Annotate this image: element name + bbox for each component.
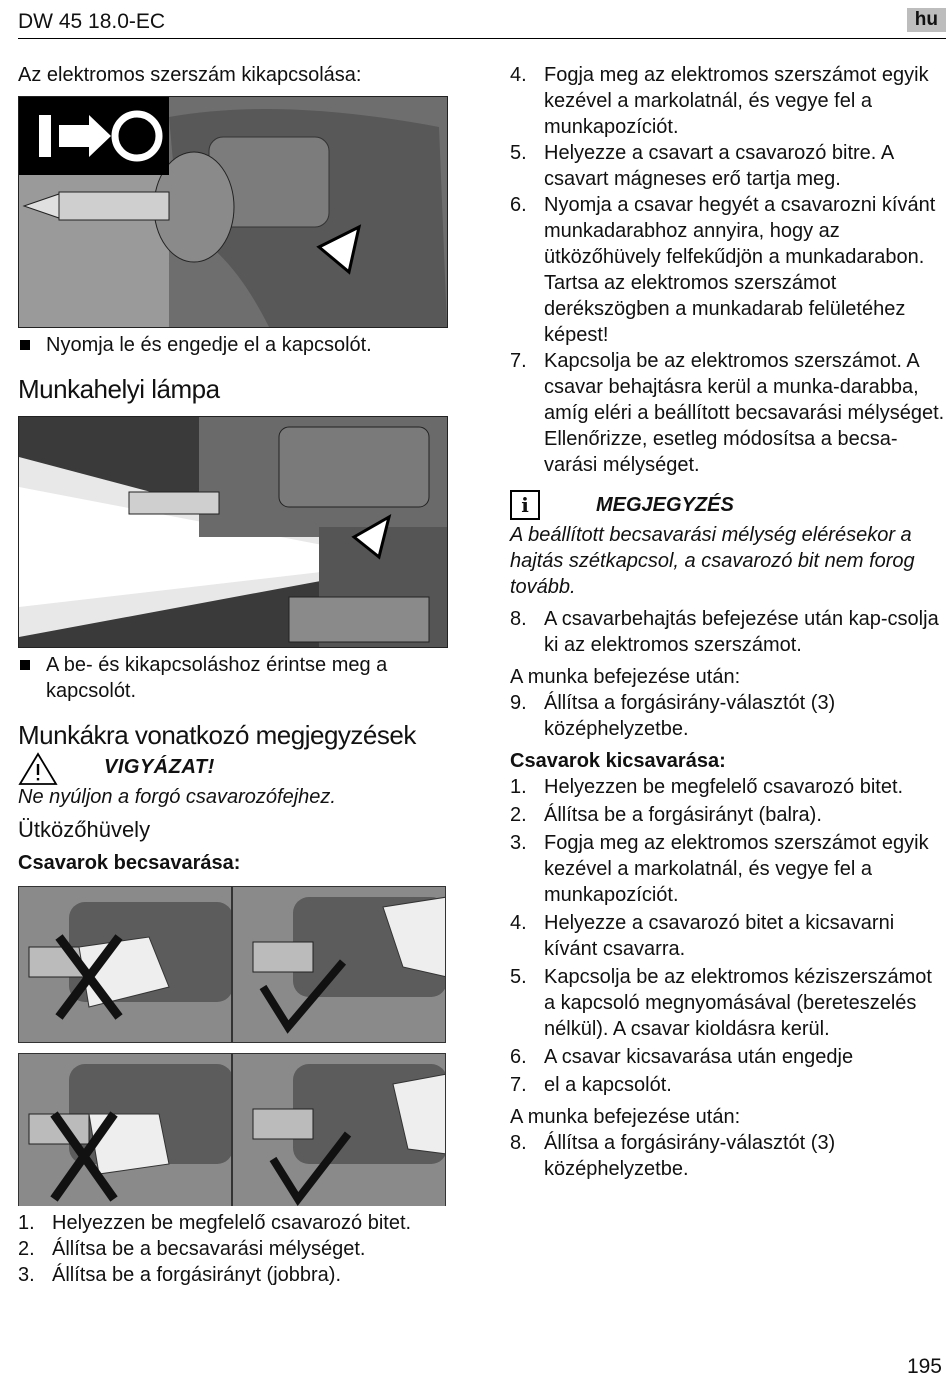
screw-out-heading: Csavarok kicsavarása: [510, 750, 726, 772]
warning-block [18, 752, 450, 784]
lamp-illustration [18, 416, 448, 648]
language-badge: hu [907, 8, 946, 32]
list-item: 7. el a kapcsolót. [510, 1074, 672, 1096]
screw-in-steps-continued [510, 62, 946, 478]
right-grip-drawing-2 [233, 1054, 446, 1206]
list-item: 5. Kapcsolja be az elektromos kéziszerszámot a kapcsoló megnyomásával (bereteszelés nélkül). A csavar kioldásra kerül. [510, 966, 932, 1040]
illustration-right-2 [232, 1053, 446, 1206]
after-work-label-2: A munka befejezése után: [510, 1106, 741, 1128]
list-item: 1. Helyezzen be megfelelő csavarozó bitet. [18, 1212, 412, 1234]
list-item: 8. A csavarbehajtás befejezése után kap-csolja ki az elektromos szerszámot. [510, 608, 939, 656]
warning-text: Ne nyúljon a forgó csavarozófejhez. [18, 786, 336, 808]
list-item: 5. Helyezze a csavart a csavarozó bitre. A csavart mágneses erő tartja meg. [510, 142, 894, 190]
step-8 [510, 606, 946, 658]
screw-in-steps [18, 1210, 450, 1288]
switch-off-label: Az elektromos szerszám kikapcsolása: [18, 64, 362, 86]
note-title: MEGJEGYZÉS [596, 494, 734, 516]
drill-lamp-drawing [19, 417, 447, 647]
list-item: 6. A csavar kicsavarása után engedje [510, 1046, 854, 1068]
bullet-touch-switch: A be- és kikapcsoláshoz érintse meg a kapcsolót. [18, 652, 450, 704]
illustration-wrong-2 [18, 1053, 232, 1206]
after-work-label: A munka befejezése után: [510, 666, 741, 688]
drill-switch-off-drawing [19, 97, 447, 327]
list-item: 3. Fogja meg az elektromos szerszámot egyik kezével a markolatnál, és vegye fel a munkapozíciót. [510, 832, 929, 906]
screw-in-illustrations [18, 886, 446, 1206]
right-column [510, 62, 946, 1182]
notes-heading: Munkákra vonatkozó megjegyzések [18, 720, 416, 750]
bullet-press-release: Nyomja le és engedje el a kapcsolót. [18, 332, 450, 358]
list-item: 9. Állítsa a forgásirány-választót (3) középhelyzetbe. [510, 692, 836, 740]
list-item: 1. Helyezzen be megfelelő csavarozó bitet. [510, 776, 904, 798]
screw-out-steps [510, 774, 946, 1098]
list-item: 6. Nyomja a csavar hegyét a csavarozni kívánt munkadarabhoz annyira, hogy az ütközőhüvely felfekűdjön a munkadarabon. Tartsa az elektromos szerszámot derékszögben a munkadarab felületéhez képest! [510, 194, 936, 346]
list-item: 2. Állítsa be a forgásirányt (balra). [510, 804, 822, 826]
warning-triangle-icon [18, 752, 58, 786]
stop-sleeve-heading: Ütközőhüvely [18, 817, 151, 842]
list-item: 7. Kapcsolja be az elektromos szerszámot. A csavar behajtásra kerül a munka-darabba, amíg eléri a beállított becsavarási mélységet. Ellenőrizze, esetleg módosítsa a becsa-varási mélységet. [510, 350, 945, 476]
wrong-grip-drawing-2 [19, 1054, 232, 1206]
step-8b [510, 1130, 946, 1182]
list-item: 4. Fogja meg az elektromos szerszámot egyik kezével a markolatnál, és vegye fel a munkapozíciót. [510, 64, 929, 138]
list-item: 4. Helyezze a csavarozó bitet a kicsavarni kívánt csavarra. [510, 912, 895, 960]
illustration-wrong-1 [18, 886, 232, 1043]
note-block [510, 490, 946, 522]
left-column [18, 62, 450, 1288]
page-number: 195 [906, 1355, 942, 1378]
right-grip-drawing [233, 887, 446, 1042]
screw-in-heading: Csavarok becsavarása: [18, 852, 241, 874]
switch-off-illustration [18, 96, 448, 328]
list-item: 3. Állítsa be a forgásirányt (jobbra). [18, 1264, 342, 1286]
step-9 [510, 690, 946, 742]
lamp-heading: Munkahelyi lámpa [18, 374, 220, 404]
illustration-right-1 [232, 886, 446, 1043]
model-name: DW 45 18.0-EC [18, 10, 166, 33]
list-item: 2. Állítsa be a becsavarási mélységet. [18, 1238, 366, 1260]
wrong-grip-drawing [19, 887, 232, 1042]
note-text: A beállított becsavarási mélység elérésekor a hajtás szétkapcsol, a csavarozó bit nem forog tovább. [510, 524, 915, 598]
info-icon: i [510, 490, 540, 520]
list-item: 8. Állítsa a forgásirány-választót (3) középhelyzetbe. [510, 1132, 836, 1180]
page-header [18, 6, 946, 39]
warning-title: VIGYÁZAT! [104, 756, 215, 778]
